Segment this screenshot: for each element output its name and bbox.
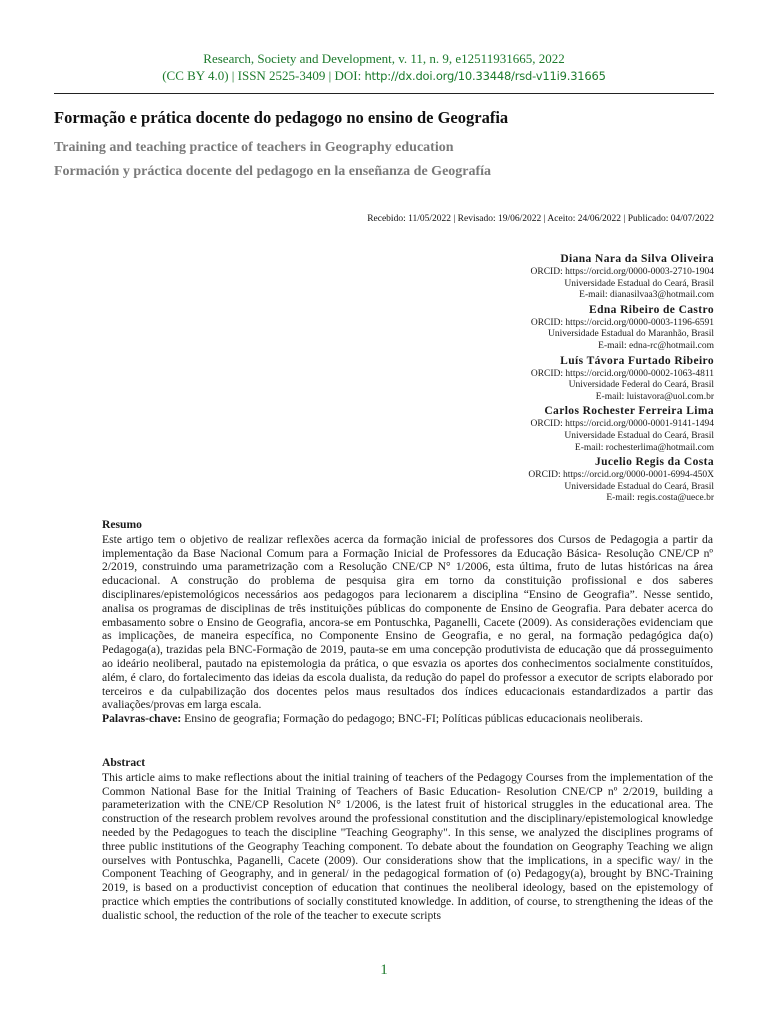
header-divider — [54, 93, 714, 94]
submission-dates: Recebido: 11/05/2022 | Revisado: 19/06/2022 | Aceito: 24/06/2022 | Publicado: 04/07/2022 — [367, 214, 714, 224]
author-orcid[interactable]: ORCID: https://orcid.org/0000-0003-1196-6591 — [530, 317, 714, 328]
author-affiliation: Universidade Estadual do Ceará, Brasil — [564, 278, 714, 289]
title-spanish: Formación y práctica docente del pedagogo en la enseñanza de Geografía — [54, 164, 492, 179]
author-email[interactable]: E-mail: rochesterlima@hotmail.com — [574, 442, 714, 453]
author-email[interactable]: E-mail: luistavora@uol.com.br — [595, 391, 714, 402]
title-english: Training and teaching practice of teachers in Geography education — [54, 140, 454, 155]
keywords-text: Ensino de geografia; Formação do pedagogo; BNC-FI; Políticas públicas educacionais neoliberais. — [181, 712, 643, 726]
author-entry — [354, 455, 714, 505]
resumo-body: Este artigo tem o objetivo de realizar reflexões acerca da formação inicial de professores dos Cursos de Pedagogia a partir da implementação da Base Nacional Comum para a Formação Inicial de Professores da Educação Básica- Resolução CNE/CP nº 2/2019, construindo uma parametrização com a Resolução CNE/CP N° 1/2006, esta última, fruto de lutas históricas na área educacional. A construção do problema de pesquisa gira em torno da constituição profissional e dos saberes disciplinares/epistemológicos necessários aos pedagogos para lecionarem a disciplina “Ensino de Geografia”. Nesse sentido, analisa os programas de disciplinas de três instituições públicas do componente de Ensino de Geografia. Para debater acerca do embasamento sobre o Ensino de Geografia, ancora-se em Pontuschka, Paganelli, Cacete (2009). As considerações evidenciam que as implicações, de maneira específica, no Componente Ensino de Geografia, e no geral, na formação pedagógica da(o) Pedagoga(a), trazidas pela BNC-Formação de 2019, pauta-se em uma concepção produtivista de educação que dá prosseguimento ao ideário neoliberal, pautado na epistemologia da prática, o que esvazia os aportes dos conhecimentos socialmente constituídos, além, é claro, do fortalecimento das ideias da escola dualista, da redução do papel do professor a executor de scripts elaborado por terceiros e da culpabilização dos docentes pelos maus resultados dos índices educacionais estandardizados a partir das avaliações/provas em larga escala. — [102, 532, 713, 712]
author-affiliation: Universidade Estadual do Ceará, Brasil — [564, 430, 714, 441]
page-number: 1 — [380, 962, 388, 978]
title-portuguese: Formação e prática docente do pedagogo no ensino de Geografia — [54, 108, 509, 127]
license-issn-doi-line — [0, 68, 768, 84]
author-name: Diana Nara da Silva Oliveira — [560, 253, 714, 265]
author-list — [354, 252, 714, 506]
author-entry — [354, 354, 714, 404]
abstract-body: This article aims to make reflections about the initial training of teachers of the Pedagogy Courses from the implementation of the Common National Base for the Initial Training of Teachers of Basic Education- Resolution CNE/CP nº 2/2019, building a parameterization with the CNE/CP Resolution N° 1/2006, is the latest fruit of historical struggles in the educational area. The construction of the research problem revolves around the professional constitution and the disciplinary/epistemological knowledge needed by the Pedagogues to teach the discipline "Teaching Geography". In this sense, we analyzed the disciplines programs of three public institutions of the Geography Teaching component. To debate about the foundation on Geography Teaching we align ourselves with Pontuschka, Paganelli, Cacete (2009). Our considerations show that the implications, in a specific way/ in the Component Teaching of Geography, and in general/ in the pedagogical formation of (o) Pedagogy(a), brought by BNC-Training 2019, is based on a productivist conception of education that continues the neoliberal ideology, based on the epistemology of practice which empties the contributions of socially constituted knowledge. In addition, of course, to strengthening the ideas of the dualistic school, the reduction of the role of the teacher to execute scripts — [102, 770, 713, 922]
resumo-heading: Resumo — [102, 518, 142, 531]
author-affiliation: Universidade Estadual do Maranhão, Brasil — [548, 329, 714, 340]
author-email[interactable]: E-mail: dianasilvaa3@hotmail.com — [579, 290, 714, 301]
journal-citation: Research, Society and Development, v. 11, n. 9, e12511931665, 2022 — [203, 51, 565, 66]
license-issn-text: (CC BY 4.0) | ISSN 2525-3409 | DOI: — [162, 68, 365, 83]
author-email[interactable]: E-mail: regis.costa@uece.br — [606, 493, 714, 504]
doi-link[interactable]: http://dx.doi.org/10.33448/rsd-v11i9.31665 — [364, 69, 606, 83]
resumo-section — [102, 518, 713, 726]
author-name: Carlos Rochester Ferreira Lima — [544, 405, 714, 418]
author-entry — [354, 252, 714, 302]
keywords-label: Palavras-chave: — [102, 712, 182, 726]
keywords-line — [102, 712, 713, 726]
author-orcid[interactable]: ORCID: https://orcid.org/0000-0002-1063-4811 — [530, 368, 714, 379]
author-email[interactable]: E-mail: edna-rc@hotmail.com — [598, 340, 714, 351]
author-entry — [354, 404, 714, 454]
author-name: Edna Ribeiro de Castro — [589, 303, 714, 316]
author-entry — [354, 303, 714, 353]
author-affiliation: Universidade Estadual do Ceará, Brasil — [564, 481, 714, 492]
author-name: Jucelio Regis da Costa — [594, 456, 714, 469]
author-affiliation: Universidade Federal do Ceará, Brasil — [568, 380, 714, 391]
author-orcid[interactable]: ORCID: https://orcid.org/0000-0001-6994-450X — [528, 470, 714, 481]
author-name: Luís Távora Furtado Ribeiro — [560, 354, 714, 367]
abstract-heading: Abstract — [102, 756, 146, 769]
author-orcid[interactable]: ORCID: https://orcid.org/0000-0001-9141-1494 — [530, 419, 714, 430]
abstract-section — [102, 756, 713, 923]
author-orcid[interactable]: ORCID: https://orcid.org/0000-0003-2710-1904 — [530, 267, 714, 277]
